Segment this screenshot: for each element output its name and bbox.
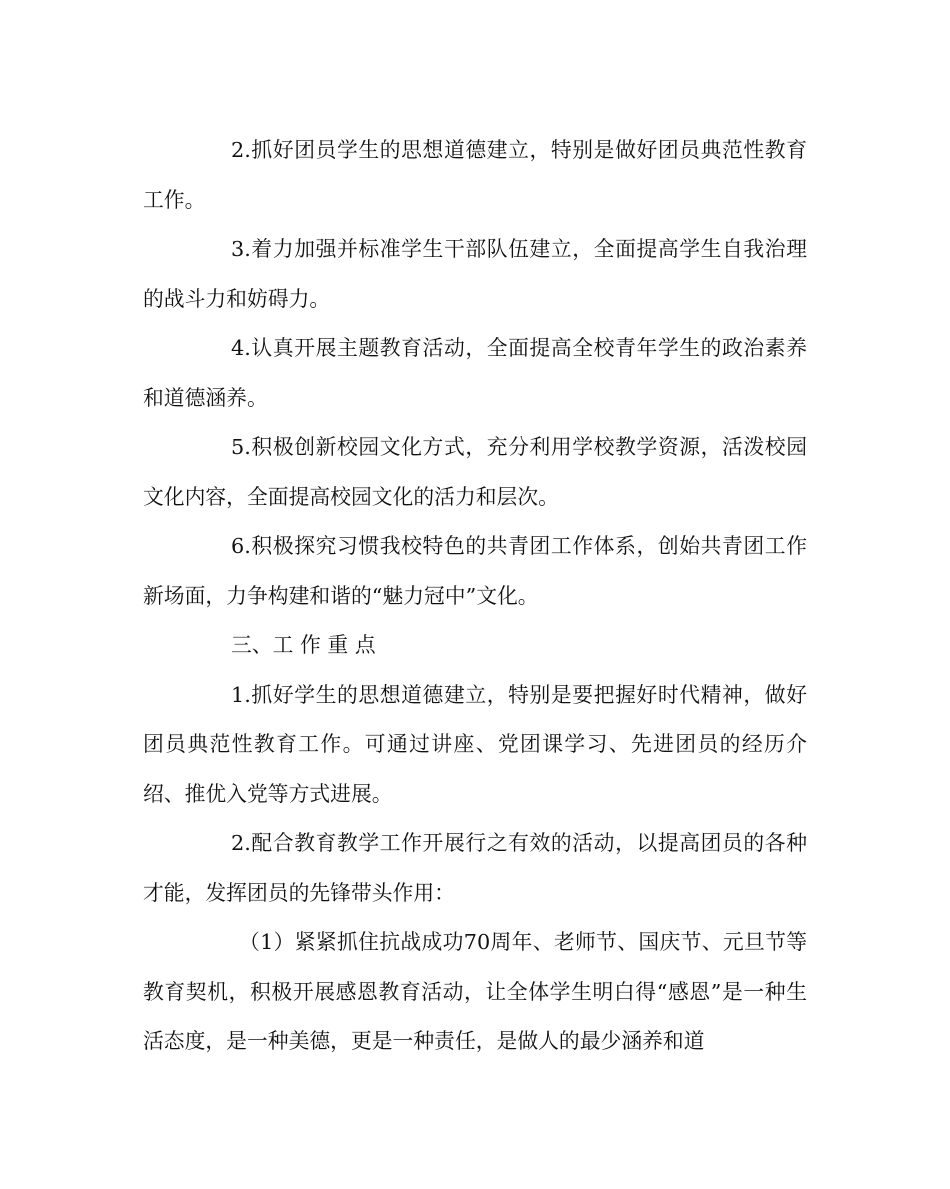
paragraph-focus-2: 2.配合教育教学工作开展行之有效的活动，以提高团员的各种才能，发挥团员的先锋带头作用： — [143, 831, 807, 905]
paragraph-item-4: 4.认真开展主题教育活动，全面提高全校青年学生的政治素养和道德涵养。 — [143, 336, 807, 410]
paragraph-focus-1: 1.抓好学生的思想道德建立，特别是要把握好时代精神，做好团员典范性教育工作。可通过讲座、党团课学习、先进团员的经历介绍、推优入党等方式进展。 — [143, 682, 807, 806]
paragraph-item-6: 6.积极探究习惯我校特色的共青团工作体系，创始共青团工作新场面，力争构建和谐的“魅力冠中”文化。 — [143, 534, 807, 608]
paragraph-item-2: 2.抓好团员学生的思想道德建立，特别是做好团员典范性教育工作。 — [143, 138, 807, 212]
paragraph-item-3: 3.着力加强并标准学生干部队伍建立，全面提高学生自我治理的战斗力和妨碍力。 — [143, 237, 807, 311]
paragraph-focus-2-sub-1: （1）紧紧抓住抗战成功70周年、老师节、国庆节、元旦节等教育契机，积极开展感恩教育活动，让全体学生明白得“感恩”是一种生活态度，是一种美德，更是一种责任，是做人的最少涵养和道 — [143, 930, 807, 1053]
document-body — [143, 126, 807, 1067]
paragraph-item-5: 5.积极创新校园文化方式，充分利用学校教学资源，活泼校园文化内容，全面提高校园文化的活力和层次。 — [143, 435, 807, 509]
section-heading-work-focus: 三、工 作 重 点 — [231, 633, 376, 657]
